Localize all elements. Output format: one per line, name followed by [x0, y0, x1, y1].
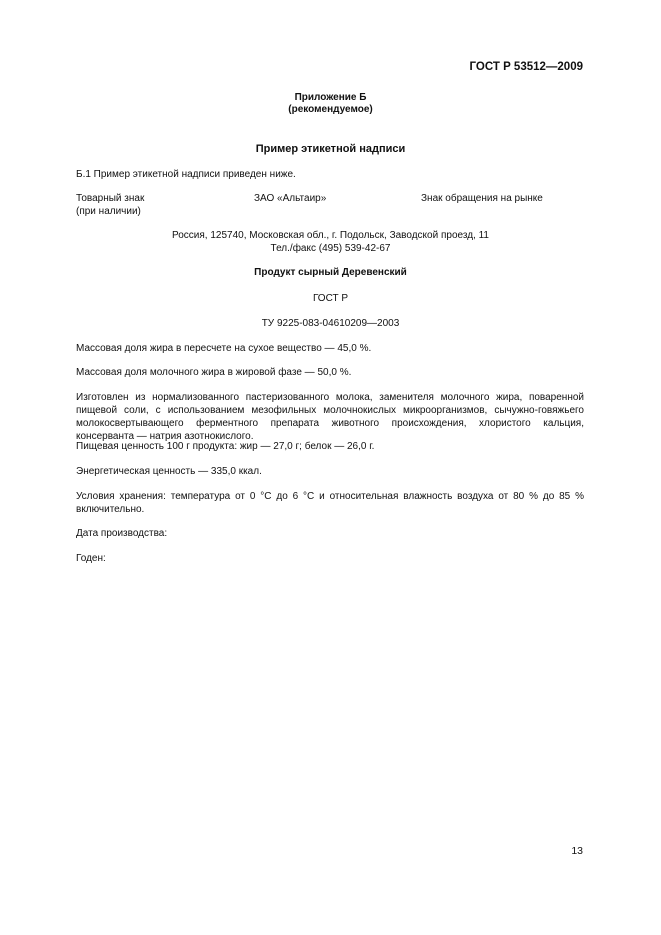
expiry-date: Годен: [76, 553, 106, 564]
trademark-label: Товарный знак [76, 193, 145, 204]
energy-value: Энергетическая ценность — 335,0 ккал. [76, 466, 262, 477]
section-title: Пример этикетной надписи [255, 143, 406, 155]
production-date: Дата производства: [76, 528, 168, 539]
annex-title: Приложение Б [294, 92, 367, 103]
product-gost: ГОСТ Р [312, 293, 349, 304]
manufacturer-address: Россия, 125740, Московская обл., г. Подольск, Заводской проезд, 11 [172, 230, 489, 241]
section-intro: Б.1 Пример этикетной надписи приведен ниже. [76, 169, 296, 180]
composition: Изготовлен из нормализованного пастеризованного молока, заменителя молочного жира, поваренной пищевой соли, с использованием мезофильных молочнокислых микроорганизмов, сычужно-говяжьего молокосвертывающего ферментного препарата животного происхождения, хлористого кальция, консерванта — натрия азотнокислого. [76, 392, 584, 442]
manufacturer-phone: Тел./факс (495) 539-42-67 [270, 243, 391, 254]
product-name: Продукт сырный Деревенский [254, 267, 407, 278]
nutrition-value: Пищевая ценность 100 г продукта: жир — 27,0 г; белок — 26,0 г. [76, 441, 375, 452]
annex-heading [0, 92, 661, 116]
storage-conditions: Условия хранения: температура от 0 °С до 6 °С и относительная влажность воздуха от 80 % до 85 % включительно. [76, 491, 584, 515]
fat-dry-matter: Массовая доля жира в пересчете на сухое вещество — 45,0 %. [76, 343, 372, 354]
milk-fat-share: Массовая доля молочного жира в жировой фазе — 50,0 %. [76, 367, 352, 378]
annex-status: (рекомендуемое) [288, 104, 373, 115]
standard-code: ГОСТ Р 53512—2009 [469, 61, 583, 73]
manufacturer-name: ЗАО «Альтаир» [254, 193, 327, 204]
trademark-note: (при наличии) [76, 206, 141, 217]
page-number: 13 [571, 845, 583, 857]
product-tu: ТУ 9225-083-04610209—2003 [261, 318, 400, 329]
trademark-block [76, 192, 144, 218]
market-mark-label: Знак обращения на рынке [421, 193, 543, 204]
